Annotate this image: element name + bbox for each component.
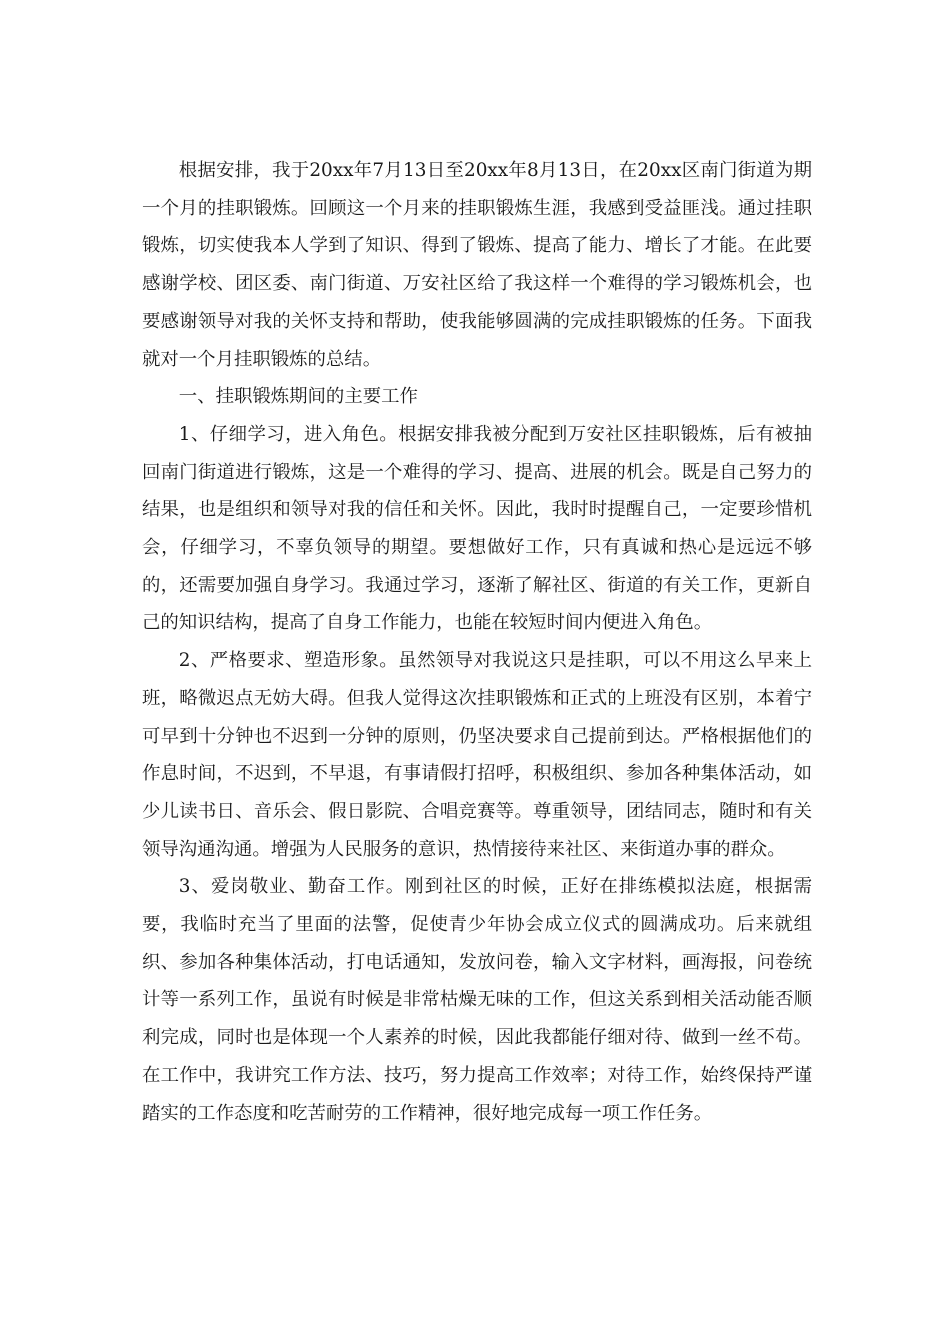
document-body bbox=[142, 152, 812, 1132]
section-heading: 一、挂职锻炼期间的主要工作 bbox=[178, 386, 418, 408]
paragraph-item-2: 2、严格要求、塑造形象。虽然领导对我说这只是挂职，可以不用这么早来上班，略微迟点无妨大碍。但我人觉得这次挂职锻炼和正式的上班没有区别，本着宁可早到十分钟也不迟到一分钟的原则，仍坚决要求自己提前到达。严格根据他们的作息时间，不迟到，不早退，有事请假打招呼，积极组织、参加各种集体活动，如少儿读书日、音乐会、假日影院、合唱竞赛等。尊重领导，团结同志，随时和有关领导沟通沟通。增强为人民服务的意识，热情接待来社区、来街道办事的群众。 bbox=[142, 650, 812, 860]
intro-paragraph: 根据安排，我于20xx年7月13日至20xx年8月13日，在20xx区南门街道为期一个月的挂职锻炼。回顾这一个月来的挂职锻炼生涯，我感到受益匪浅。通过挂职锻炼，切实使我本人学到了知识、得到了锻炼、提高了能力、增长了才能。在此要感谢学校、团区委、南门街道、万安社区给了我这样一个难得的学习锻炼机会，也要感谢领导对我的关怀支持和帮助，使我能够圆满的完成挂职锻炼的任务。下面我就对一个月挂职锻炼的总结。 bbox=[142, 160, 812, 370]
paragraph-item-3: 3、爱岗敬业、勤奋工作。刚到社区的时候，正好在排练模拟法庭，根据需要，我临时充当了里面的法警，促使青少年协会成立仪式的圆满成功。后来就组织、参加各种集体活动，打电话通知，发放问卷，输入文字材料，画海报，问卷统计等一系列工作，虽说有时候是非常枯燥无味的工作，但这关系到相关活动能否顺利完成，同时也是体现一个人素养的时候，因此我都能仔细对待、做到一丝不苟。在工作中，我讲究工作方法、技巧，努力提高工作效率；对待工作，始终保持严谨踏实的工作态度和吃苦耐劳的工作精神，很好地完成每一项工作任务。 bbox=[142, 876, 812, 1124]
paragraph-item-1: 1、仔细学习，进入角色。根据安排我被分配到万安社区挂职锻炼，后有被抽回南门街道进行锻炼，这是一个难得的学习、提高、进展的机会。既是自己努力的结果，也是组织和领导对我的信任和关怀。因此，我时时提醒自己，一定要珍惜机会，仔细学习，不辜负领导的期望。要想做好工作，只有真诚和热心是远远不够的，还需要加强自身学习。我通过学习，逐渐了解社区、街道的有关工作，更新自己的知识结构，提高了自身工作能力，也能在较短时间内便进入角色。 bbox=[142, 423, 812, 634]
